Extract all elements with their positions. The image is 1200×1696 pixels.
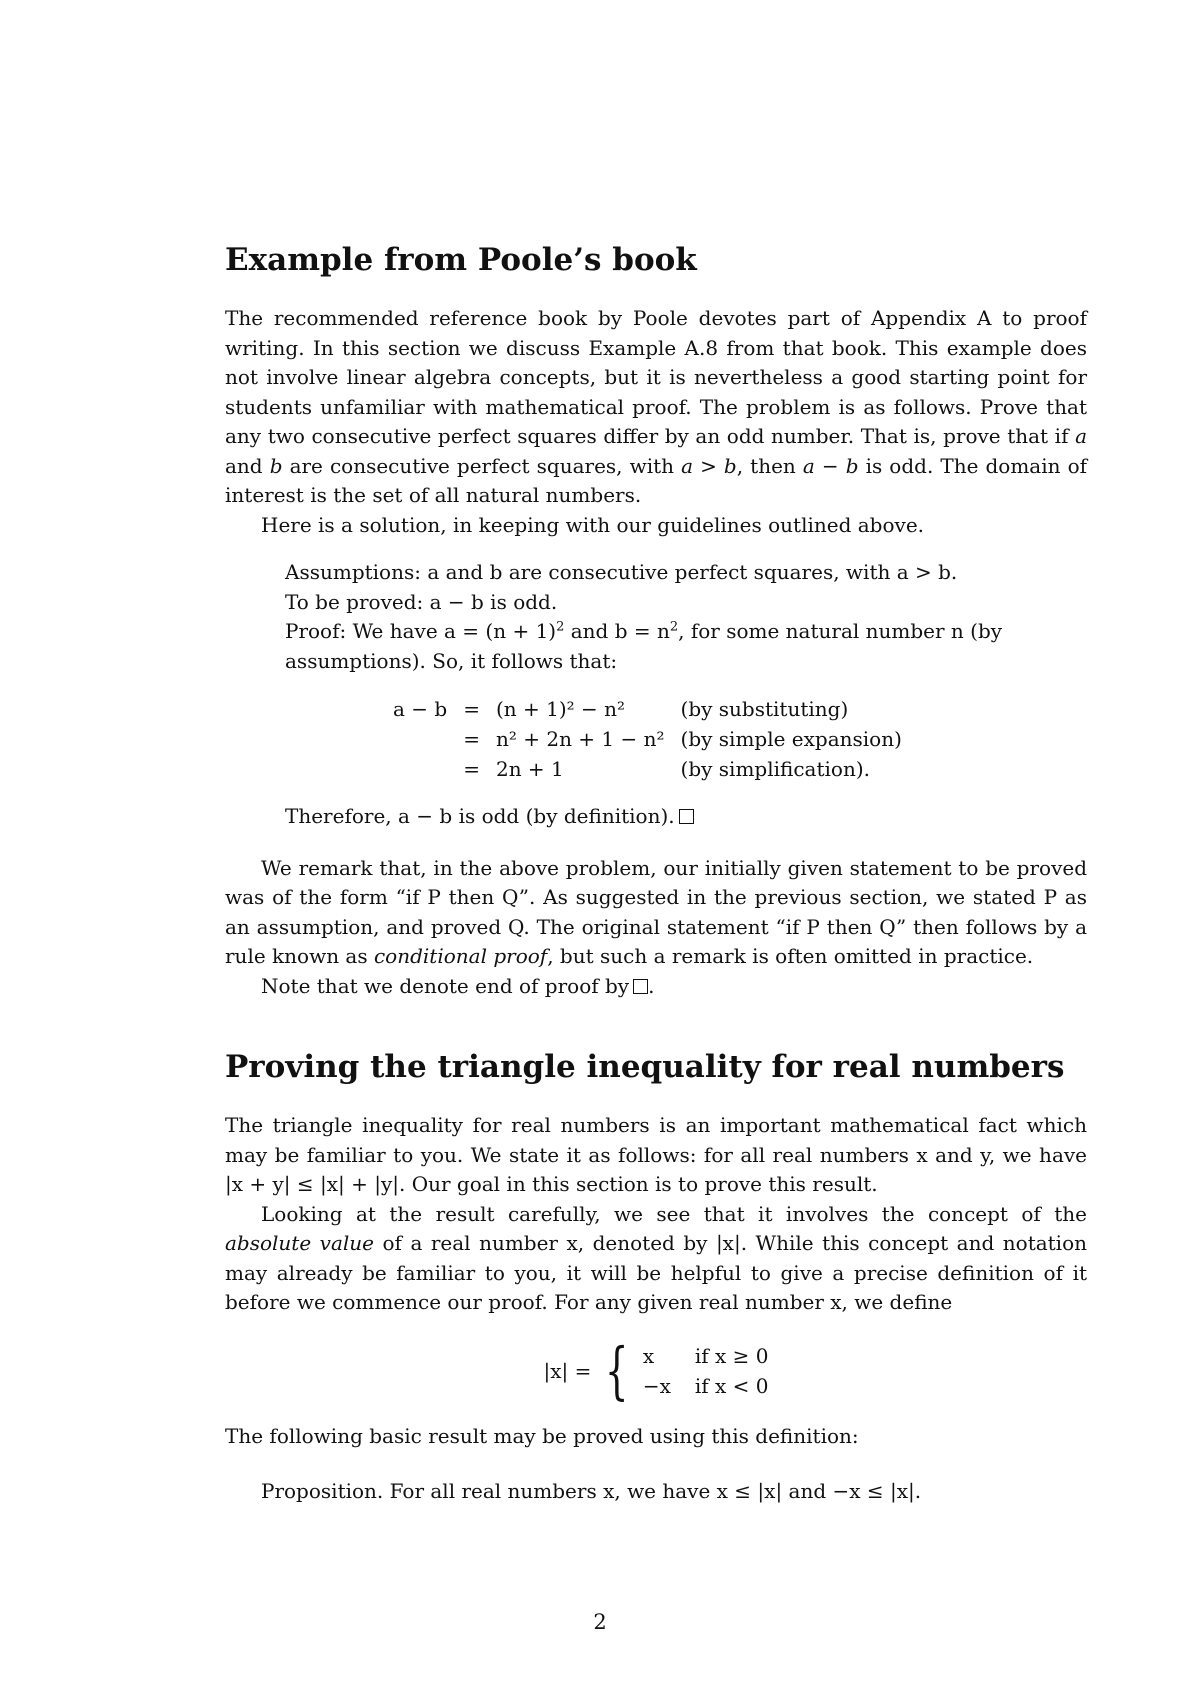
eq-justification: (by substituting) — [680, 697, 849, 721]
left-brace-icon: { — [605, 1333, 629, 1407]
math-var: b — [269, 453, 283, 478]
superscript: 2 — [669, 619, 679, 635]
absolute-value-definition — [225, 1333, 1087, 1407]
equation-array — [385, 694, 910, 784]
equation-row — [385, 694, 910, 724]
text-run: Note that we denote end of proof by — [261, 973, 630, 998]
text-run: , then — [736, 453, 803, 478]
eq-rhs: 2n + 1 — [495, 757, 564, 781]
text-run: and b = n — [564, 619, 670, 643]
superscript: 2 — [556, 619, 565, 635]
text-run: and — [225, 453, 270, 478]
text-run: is odd. The domain of interest is the set of all natural numbers. — [225, 453, 1088, 507]
qed-square-icon — [633, 979, 648, 994]
eq-rel: = — [463, 757, 480, 781]
emphasis: absolute value — [225, 1231, 375, 1255]
eq-lhs — [385, 724, 455, 754]
math-var: a — [1075, 424, 1087, 448]
text-run: are consecutive perfect squares, with — [282, 453, 682, 478]
paragraph-intro — [225, 304, 1087, 511]
proposition: Proposition. For all real numbers x, we have x ≤ |x| and −x ≤ |x|. — [261, 1479, 922, 1503]
math-expr: a > b — [681, 453, 737, 478]
paragraph-triangle-intro: The triangle inequality for real numbers is an important mathematical fact which may be familiar to you. We state it as follows: for all real numbers x and y, we have |x + y| ≤ |x| + |y|. Our goal in this section is to prove this result. — [225, 1113, 1087, 1196]
eq-justification: (by simple expansion) — [680, 727, 902, 751]
eq-lhs: a − b — [393, 697, 448, 721]
paragraph-solution-intro: Here is a solution, in keeping with our guidelines outlined above. — [261, 512, 925, 537]
case-condition: if x < 0 — [694, 1373, 769, 1398]
text-run: , but such a remark is often omitted in practice. — [547, 944, 1034, 968]
paragraph-basic-result: The following basic result may be proved using this definition: — [225, 1423, 859, 1448]
text-run: The recommended reference book by Poole devotes part of Appendix A to proof writing. In this section we discuss Example A.8 from that book. This example does not involve linear algebra concepts, but it is nevertheless a good starting point for students unfamiliar with mathematical proof. The problem is as follows. Prove that any two consecutive perfect squares differ by an odd number. That is, prove that if — [225, 306, 1087, 448]
case-value: −x — [642, 1373, 671, 1398]
proof-body — [285, 617, 1087, 676]
page-number: 2 — [593, 1610, 607, 1634]
eq-rhs: n² + 2n + 1 − n² — [495, 727, 665, 751]
text-run: Proof: We have a = (n + 1) — [285, 619, 557, 643]
definition-wrap — [543, 1333, 769, 1407]
section-heading-triangle: Proving the triangle inequality for real numbers — [225, 1049, 1065, 1085]
eq-rel: = — [463, 727, 480, 751]
cases-block — [643, 1341, 769, 1401]
equation-row — [385, 724, 910, 754]
case-condition: if x ≥ 0 — [694, 1343, 769, 1368]
proof-conclusion — [285, 802, 1087, 832]
eq-rhs: (n + 1)² − n² — [495, 697, 626, 721]
math-expr: a − b — [802, 453, 859, 478]
proof-block — [285, 558, 1087, 832]
qed-square-icon — [679, 809, 694, 824]
proof-to-be-proved: To be proved: a − b is odd. — [285, 589, 558, 614]
text-run: of a real number x, denoted by |x|. While this concept and notation may already be familiar to you, it will be helpful to give a precise definition of it before we commence our proof. For any given real number x, we define — [225, 1231, 1088, 1314]
case-value: x — [642, 1343, 655, 1368]
def-lhs: |x| = — [543, 1358, 592, 1383]
proof-assumptions: Assumptions: a and b are consecutive perfect squares, with a > b. — [285, 560, 958, 584]
paragraph-remark — [225, 854, 1087, 972]
text-run: We remark that, in the above problem, our initially given statement to be proved was of the form “if P then Q”. As suggested in the previous section, we stated P as an assumption, and proved Q. The original statement “if P then Q” then follows by a rule known as — [225, 855, 1087, 968]
text-run: , for some natural number n (by assumptions). So, it follows that: — [285, 619, 1003, 673]
emphasis: conditional proof — [373, 944, 548, 968]
page-content — [225, 238, 1087, 1507]
eq-justification: (by simplification). — [680, 757, 870, 781]
paragraph-qed-note: Note that we denote end of proof by . — [261, 973, 655, 998]
paragraph-absolute-value — [225, 1200, 1087, 1318]
equation-row — [385, 754, 910, 784]
text-run: Looking at the result carefully, we see that it involves the concept of the — [261, 1201, 1087, 1226]
section-heading-poole: Example from Poole’s book — [225, 242, 697, 278]
eq-rel: = — [463, 697, 480, 721]
text-run: Therefore, a − b is odd (by definition). — [285, 804, 675, 828]
eq-lhs — [385, 754, 455, 784]
